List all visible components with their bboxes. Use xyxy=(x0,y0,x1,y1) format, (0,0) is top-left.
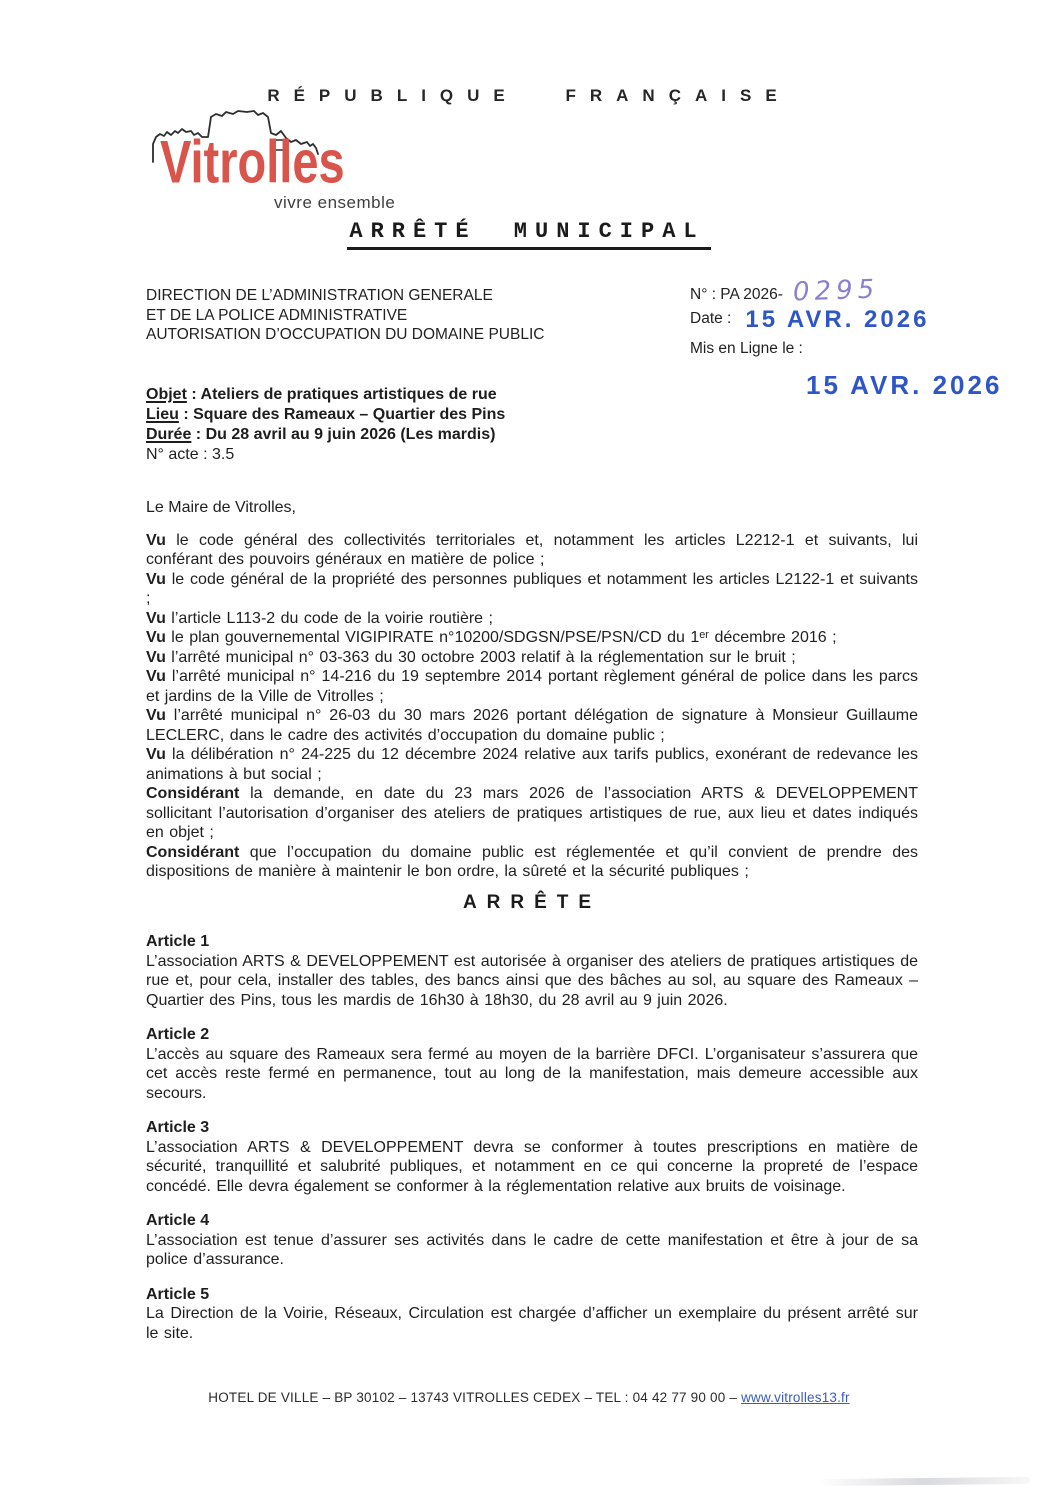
logo-tagline: vivre ensemble xyxy=(274,193,396,212)
article-text: L’accès au square des Rameaux sera fermé au moyen de la barrière DFCI. L’organisateur s’assurera que cet accès reste fermé en permanence, tout au long de la manifestation, mais demeure accessible aux secours. xyxy=(146,1045,918,1102)
republic-header: RÉPUBLIQUE FRANÇAISE xyxy=(267,86,791,105)
document-title-wrap xyxy=(0,219,1058,250)
clause-lead: Vu xyxy=(146,629,166,646)
clause-lead: Vu xyxy=(146,668,166,685)
legal-clauses xyxy=(146,531,918,882)
article xyxy=(146,1025,918,1103)
clause: Vu l’article L113-2 du code de la voirie routière ; xyxy=(146,609,493,627)
subject-items xyxy=(146,385,706,445)
clause: Vu le code général de la propriété des personnes publiques et notamment les articles L2122-1 et suivants ; xyxy=(146,570,918,607)
subject-label: Objet xyxy=(146,386,187,403)
direction-line: ET DE LA POLICE ADMINISTRATIVE xyxy=(146,306,408,324)
numero-label: N° : PA 2026- xyxy=(690,286,783,303)
clause-lead: Considérant xyxy=(146,785,240,802)
direction-line: DIRECTION DE L’ADMINISTRATION GENERALE xyxy=(146,287,493,304)
decree-heading: ARRÊTE xyxy=(462,891,602,913)
article-text: L’association ARTS & DEVELOPPEMENT est autorisée à organiser des ateliers de pratiques artistiques de rue et, pour cela, installer des tables, des bancs ainsi que des bâches au sol, au square des Rameaux – Quartier des Pins, tous les mardis de 16h30 à 18h30, du 28 avril au 9 juin 2026. xyxy=(146,952,918,1009)
article xyxy=(146,932,918,1010)
subject-text: : Square des Rameaux – Quartier des Pins xyxy=(178,406,506,423)
salutation: Le Maire de Vitrolles, xyxy=(146,499,296,516)
date-label: Date : xyxy=(690,310,732,327)
clause: Vu le code général des collectivités territoriales et, notamment les articles L2212-1 et suivants, lui conférant des pouvoirs généraux en matière de police ; xyxy=(146,531,918,568)
online-date-stamp: 15 AVR. 2026 xyxy=(806,370,1003,400)
date-stamp: 15 AVR. 2026 xyxy=(745,306,930,333)
article-text: L’association ARTS & DEVELOPPEMENT devra se conformer à toutes prescriptions en matière de sécurité, tranquillité et salubrité publiques, et notamment en ce qui concerne la propreté de l’espace concédé. Elle devra également se conformer à la réglementation relative aux bruits de voisinage. xyxy=(146,1138,918,1195)
clause-lead: Vu xyxy=(146,746,166,763)
subject-label: Lieu xyxy=(146,406,179,423)
document-title: ARRÊTÉ MUNICIPAL xyxy=(347,219,710,250)
subject-text: : Du 28 avril au 9 juin 2026 (Les mardis) xyxy=(191,426,496,443)
article-heading: Article 5 xyxy=(146,1285,210,1303)
article-text: L’association est tenue d’assurer ses activités dans le cadre de cette manifestation et être à jour de sa police d’assurance. xyxy=(146,1231,918,1268)
clause: Vu l’arrêté municipal n° 03-363 du 30 octobre 2003 relatif à la réglementation sur le bruit ; xyxy=(146,648,796,666)
subject-label: Durée xyxy=(146,426,192,443)
article xyxy=(146,1285,918,1344)
scan-artifact xyxy=(818,1477,1030,1486)
online-label: Mis en Ligne le : xyxy=(690,340,803,357)
subject-text: : Ateliers de pratiques artistiques de rue xyxy=(186,386,497,403)
article-heading: Article 1 xyxy=(146,933,210,950)
meta-block xyxy=(690,274,1020,401)
subject-line xyxy=(146,425,706,445)
clause: Vu l’arrêté municipal n° 14-216 du 19 septembre 2014 portant règlement général de police dans les parcs et jardins de la Ville de Vitrolles ; xyxy=(146,668,918,705)
date-row xyxy=(690,304,1020,333)
articles-section xyxy=(146,932,918,1343)
clause-lead: Vu xyxy=(146,648,166,666)
clause-lead: Vu xyxy=(146,531,166,549)
clause: Vu le plan gouvernemental VIGIPIRATE n°10200/SDGSN/PSE/PSN/CD du 1ᵉʳ décembre 2016 ; xyxy=(146,629,837,646)
clause: Vu l’arrêté municipal n° 26-03 du 30 mars 2026 portant délégation de signature à Monsieur Guillaume LECLERC, dans le cadre des activités d’occupation du domaine public ; xyxy=(146,707,918,744)
numero-handwritten-value: 0295 xyxy=(792,274,880,308)
article-text: La Direction de la Voirie, Réseaux, Circulation est chargée d’afficher un exemplaire du présent arrêté sur le site. xyxy=(146,1305,918,1342)
subject-block xyxy=(146,385,706,465)
footer-website-link[interactable]: www.vitrolles13.fr xyxy=(741,1390,850,1405)
vitrolles-logo xyxy=(150,100,410,220)
acte-number-line: N° acte : 3.5 xyxy=(146,446,235,463)
decree-body xyxy=(146,498,918,1343)
clause-lead: Vu xyxy=(146,609,166,627)
direction-line: AUTORISATION D’OCCUPATION DU DOMAINE PUBLIC xyxy=(146,326,545,343)
footer-text: HOTEL DE VILLE – BP 30102 – 13743 VITROLLES CEDEX – TEL : 04 42 77 90 00 – xyxy=(208,1390,742,1405)
numero-row xyxy=(690,274,1020,308)
article-heading: Article 3 xyxy=(146,1119,210,1136)
article-heading: Article 2 xyxy=(146,1026,210,1043)
subject-line xyxy=(146,405,706,425)
clause-lead: Considérant xyxy=(146,843,240,861)
clause: Considérant la demande, en date du 23 mars 2026 de l’association ARTS & DEVELOPPEMENT sollicitant l’autorisation d’organiser des ateliers de pratiques artistiques de rue, aux lieu et dates indiqués en objet ; xyxy=(146,785,918,841)
direction-block xyxy=(146,286,666,345)
clause: Vu la délibération n° 24-225 du 12 décembre 2024 relative aux tarifs publics, exonérant de redevance les animations à but social ; xyxy=(146,746,918,783)
clause-lead: Vu xyxy=(146,570,166,588)
clause-lead: Vu xyxy=(146,707,166,724)
article xyxy=(146,1211,918,1270)
subject-line xyxy=(146,385,706,405)
article xyxy=(146,1118,918,1196)
article-heading: Article 4 xyxy=(146,1212,210,1229)
logo-wordmark: Vitrolles xyxy=(160,127,345,196)
footer xyxy=(0,1390,1058,1405)
clause: Considérant que l’occupation du domaine public est réglementée et qu’il convient de prendre des dispositions de manière à maintenir le bon ordre, la sûreté et la sécurité publiques ; xyxy=(146,843,918,880)
